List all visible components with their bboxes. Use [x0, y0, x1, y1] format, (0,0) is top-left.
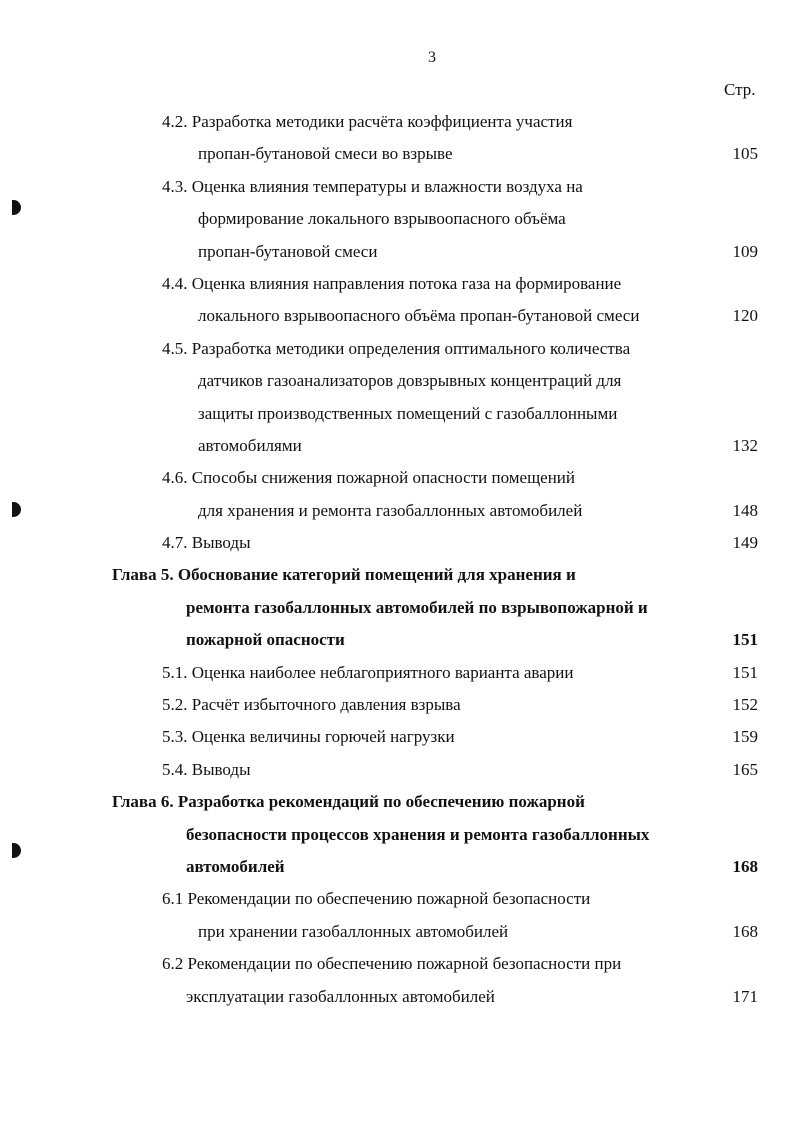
toc-entry-page: 168	[732, 856, 758, 876]
toc-entry	[0, 462, 798, 494]
toc-entry-title: 6.1 Рекомендации по обеспечению пожарной безопасности	[162, 889, 591, 909]
toc-entry	[0, 786, 798, 818]
toc-entry	[0, 819, 798, 851]
toc-entry	[0, 203, 798, 235]
toc-entry-page: 148	[732, 500, 758, 520]
toc-entry-page: 171	[732, 986, 758, 1006]
toc-entry-title: 5.1. Оценка наиболее неблагоприятного варианта аварии	[162, 662, 574, 682]
toc-entry-title: формирование локального взрывоопасного объёма	[198, 209, 566, 229]
toc-entry-title: пожарной опасности	[186, 630, 345, 650]
toc-entry	[0, 559, 798, 591]
toc-entry	[0, 300, 798, 332]
toc-entry-title: Глава 6. Разработка рекомендаций по обеспечению пожарной	[112, 792, 585, 812]
toc-entry	[0, 495, 798, 527]
toc-entry	[0, 236, 798, 268]
toc-entry	[0, 430, 798, 462]
toc-entry-title: 5.4. Выводы	[162, 759, 251, 779]
toc-entry-title: 4.3. Оценка влияния температуры и влажности воздуха на	[162, 176, 583, 196]
toc-entry-title: 4.6. Способы снижения пожарной опасности помещений	[162, 468, 575, 488]
toc-entry-title: для хранения и ремонта газобаллонных автомобилей	[198, 500, 583, 520]
toc-entry	[0, 916, 798, 948]
toc-entry-title: 5.2. Расчёт избыточного давления взрыва	[162, 695, 461, 715]
toc-entry-page: 159	[732, 727, 758, 747]
toc-entry	[0, 333, 798, 365]
toc-entry-title: Глава 5. Обоснование категорий помещений для хранения и	[112, 565, 576, 585]
toc-entry-page: 152	[732, 695, 758, 715]
toc-entry	[0, 106, 798, 138]
toc-entry-page: 149	[732, 533, 758, 553]
page-number: 3	[428, 49, 436, 66]
toc-entry-title: датчиков газоанализаторов довзрывных концентраций для	[198, 371, 622, 391]
table-of-contents	[0, 106, 798, 1013]
toc-entry-title: 4.7. Выводы	[162, 533, 251, 553]
toc-entry-title: защиты производственных помещений с газобаллонными	[198, 403, 618, 423]
toc-entry	[0, 851, 798, 883]
toc-entry	[0, 527, 798, 559]
toc-entry-title: 4.5. Разработка методики определения оптимального количества	[162, 338, 631, 358]
toc-entry-title: 6.2 Рекомендации по обеспечению пожарной безопасности при	[162, 954, 622, 974]
toc-entry	[0, 981, 798, 1013]
toc-entry-title: автомобилями	[198, 435, 302, 455]
toc-entry-title: 5.3. Оценка величины горючей нагрузки	[162, 727, 455, 747]
toc-entry	[0, 365, 798, 397]
toc-entry-title: 4.4. Оценка влияния направления потока газа на формирование	[162, 273, 622, 293]
toc-entry	[0, 138, 798, 170]
toc-entry-page: 105	[732, 144, 758, 164]
toc-entry	[0, 689, 798, 721]
toc-entry	[0, 624, 798, 656]
toc-entry-page: 168	[732, 921, 758, 941]
toc-entry	[0, 171, 798, 203]
toc-entry-title: эксплуатации газобаллонных автомобилей	[186, 986, 495, 1006]
toc-entry-title: при хранении газобаллонных автомобилей	[198, 921, 509, 941]
toc-entry-title: пропан-бутановой смеси	[198, 241, 378, 261]
toc-entry-title: пропан-бутановой смеси во взрыве	[198, 144, 453, 164]
toc-entry	[0, 754, 798, 786]
toc-entry-title: локального взрывоопасного объёма пропан-бутановой смеси	[198, 306, 640, 326]
toc-entry-page: 151	[732, 630, 758, 650]
toc-entry	[0, 948, 798, 980]
toc-entry	[0, 657, 798, 689]
toc-entry-page: 151	[732, 662, 758, 682]
toc-entry	[0, 398, 798, 430]
toc-entry	[0, 883, 798, 915]
toc-entry-page: 120	[732, 306, 758, 326]
toc-entry-title: автомобилей	[186, 856, 285, 876]
toc-entry-page: 165	[732, 759, 758, 779]
toc-entry-title: 4.2. Разработка методики расчёта коэффициента участия	[162, 112, 573, 131]
toc-entry	[0, 268, 798, 300]
toc-entry-page: 109	[732, 241, 758, 261]
page-column-header: Стр.	[724, 80, 756, 99]
toc-entry-page: 132	[732, 435, 758, 455]
toc-entry-title: безопасности процессов хранения и ремонта газобаллонных	[186, 824, 650, 844]
toc-entry	[0, 721, 798, 753]
toc-entry	[0, 592, 798, 624]
toc-entry-title: ремонта газобаллонных автомобилей по взрывопожарной и	[186, 597, 648, 617]
